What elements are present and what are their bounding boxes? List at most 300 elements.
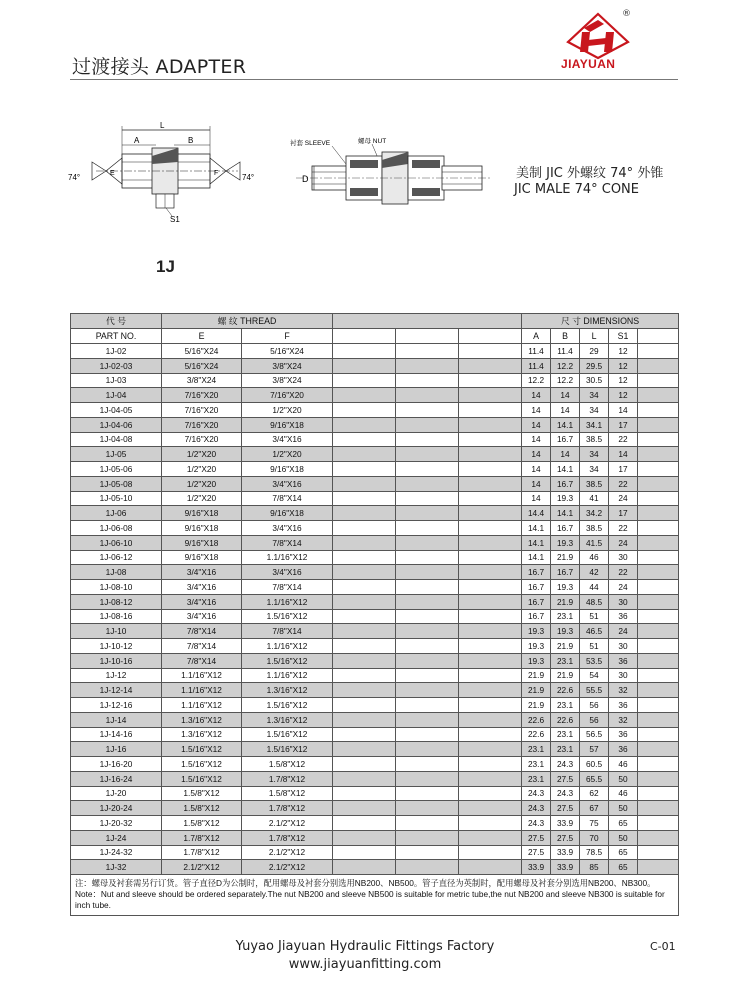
table-row xyxy=(71,786,679,801)
cell-blank xyxy=(396,683,459,698)
cell-e: 1.1/16"X12 xyxy=(162,683,242,698)
cell-e: 1.7/8"X12 xyxy=(162,845,242,860)
angle-left: 74° xyxy=(68,173,81,182)
cell-part: 1J-08 xyxy=(71,565,162,580)
cell-s1: 30 xyxy=(609,639,638,654)
cell-e: 1.5/8"X12 xyxy=(162,786,242,801)
cell-part: 1J-12 xyxy=(71,668,162,683)
cell-part: 1J-08-16 xyxy=(71,609,162,624)
cell-s1: 12 xyxy=(609,344,638,359)
cell-blank xyxy=(396,491,459,506)
table-row xyxy=(71,580,679,595)
cell-b: 33.9 xyxy=(551,845,580,860)
dim-label-D: D xyxy=(302,174,309,184)
cell-l: 44 xyxy=(580,580,609,595)
cell-blank xyxy=(638,860,679,875)
cell-blank xyxy=(638,491,679,506)
cell-e: 1.5/16"X12 xyxy=(162,771,242,786)
cell-blank xyxy=(459,476,522,491)
cell-s1: 17 xyxy=(609,462,638,477)
cell-blank xyxy=(638,816,679,831)
cell-part: 1J-16-20 xyxy=(71,757,162,772)
cell-blank xyxy=(333,358,396,373)
cell-blank xyxy=(333,447,396,462)
cell-a: 21.9 xyxy=(522,683,551,698)
cell-blank xyxy=(396,403,459,418)
cell-part: 1J-02 xyxy=(71,344,162,359)
cell-s1: 30 xyxy=(609,668,638,683)
cell-blank xyxy=(396,417,459,432)
cell-l: 70 xyxy=(580,830,609,845)
cell-blank xyxy=(459,447,522,462)
cell-blank xyxy=(396,550,459,565)
cell-blank xyxy=(638,358,679,373)
cell-blank xyxy=(459,742,522,757)
cell-part: 1J-10-12 xyxy=(71,639,162,654)
cell-blank xyxy=(638,786,679,801)
cell-a: 19.3 xyxy=(522,653,551,668)
cell-a: 22.6 xyxy=(522,712,551,727)
cell-blank xyxy=(459,506,522,521)
cell-blank xyxy=(638,388,679,403)
cell-part: 1J-02-03 xyxy=(71,358,162,373)
table-row xyxy=(71,344,679,359)
cell-b: 14 xyxy=(551,447,580,462)
cell-e: 2.1/2"X12 xyxy=(162,860,242,875)
table-row xyxy=(71,594,679,609)
cell-a: 19.3 xyxy=(522,639,551,654)
adapter-drawing xyxy=(66,118,266,228)
cell-s1: 22 xyxy=(609,565,638,580)
cell-f: 1.5/16"X12 xyxy=(242,742,333,757)
cell-f: 2.1/2"X12 xyxy=(242,816,333,831)
cell-blank xyxy=(396,521,459,536)
cell-s1: 65 xyxy=(609,845,638,860)
cell-blank xyxy=(459,786,522,801)
cell-b: 33.9 xyxy=(551,816,580,831)
cell-l: 57 xyxy=(580,742,609,757)
cell-s1: 32 xyxy=(609,683,638,698)
cell-part: 1J-08-12 xyxy=(71,594,162,609)
cell-blank xyxy=(459,830,522,845)
cell-e: 5/16"X24 xyxy=(162,344,242,359)
table-row xyxy=(71,845,679,860)
cell-part: 1J-32 xyxy=(71,860,162,875)
cell-s1: 24 xyxy=(609,491,638,506)
cell-blank xyxy=(638,668,679,683)
table-row xyxy=(71,506,679,521)
cell-a: 11.4 xyxy=(522,344,551,359)
cell-part: 1J-03 xyxy=(71,373,162,388)
cell-e: 7/16"X20 xyxy=(162,417,242,432)
cell-l: 34 xyxy=(580,462,609,477)
header-blank xyxy=(333,329,396,344)
cell-blank xyxy=(638,432,679,447)
cell-f: 1.7/8"X12 xyxy=(242,771,333,786)
cell-part: 1J-04-08 xyxy=(71,432,162,447)
cell-blank xyxy=(638,506,679,521)
cell-part: 1J-12-14 xyxy=(71,683,162,698)
header-blank xyxy=(396,329,459,344)
cell-blank xyxy=(333,462,396,477)
cell-f: 3/4"X16 xyxy=(242,432,333,447)
cell-blank xyxy=(459,580,522,595)
cell-blank xyxy=(396,594,459,609)
cell-blank xyxy=(333,698,396,713)
cell-blank xyxy=(459,358,522,373)
cell-b: 21.9 xyxy=(551,639,580,654)
cell-blank xyxy=(459,565,522,580)
cell-blank xyxy=(333,653,396,668)
cell-blank xyxy=(638,609,679,624)
cell-l: 41.5 xyxy=(580,535,609,550)
cell-s1: 50 xyxy=(609,771,638,786)
cell-b: 19.3 xyxy=(551,535,580,550)
cell-l: 56.5 xyxy=(580,727,609,742)
cell-f: 1/2"X20 xyxy=(242,403,333,418)
cell-s1: 22 xyxy=(609,521,638,536)
cell-blank xyxy=(638,757,679,772)
cell-part: 1J-05-10 xyxy=(71,491,162,506)
cell-f: 3/4"X16 xyxy=(242,521,333,536)
table-row xyxy=(71,830,679,845)
cell-e: 1/2"X20 xyxy=(162,476,242,491)
cell-l: 38.5 xyxy=(580,476,609,491)
cell-a: 14.1 xyxy=(522,521,551,536)
cell-blank xyxy=(638,801,679,816)
cell-blank xyxy=(333,757,396,772)
cell-l: 34.1 xyxy=(580,417,609,432)
cell-a: 14 xyxy=(522,491,551,506)
cell-l: 75 xyxy=(580,816,609,831)
cell-blank xyxy=(459,771,522,786)
cell-b: 23.1 xyxy=(551,609,580,624)
cell-s1: 36 xyxy=(609,609,638,624)
dim-label-E: E xyxy=(110,170,115,177)
cell-blank xyxy=(333,432,396,447)
cell-part: 1J-16-24 xyxy=(71,771,162,786)
cell-part: 1J-14 xyxy=(71,712,162,727)
cell-s1: 14 xyxy=(609,447,638,462)
cell-blank xyxy=(459,698,522,713)
cell-a: 21.9 xyxy=(522,668,551,683)
cell-b: 19.3 xyxy=(551,624,580,639)
cell-blank xyxy=(638,521,679,536)
cell-blank xyxy=(333,373,396,388)
cell-e: 1.5/16"X12 xyxy=(162,742,242,757)
table-row xyxy=(71,417,679,432)
table-row xyxy=(71,388,679,403)
cell-a: 27.5 xyxy=(522,830,551,845)
cell-part: 1J-04 xyxy=(71,388,162,403)
cell-l: 48.5 xyxy=(580,594,609,609)
cell-l: 29.5 xyxy=(580,358,609,373)
cell-blank xyxy=(333,683,396,698)
cell-s1: 30 xyxy=(609,550,638,565)
cell-f: 1.1/16"X12 xyxy=(242,639,333,654)
cell-a: 14 xyxy=(522,417,551,432)
cell-blank xyxy=(396,668,459,683)
cell-b: 12.2 xyxy=(551,373,580,388)
header-e: E xyxy=(162,329,242,344)
cell-l: 78.5 xyxy=(580,845,609,860)
cell-part: 1J-06-08 xyxy=(71,521,162,536)
registered-mark: ® xyxy=(622,9,631,19)
cell-blank xyxy=(396,653,459,668)
cell-blank xyxy=(459,432,522,447)
cell-a: 14 xyxy=(522,476,551,491)
dim-label-L: L xyxy=(160,121,165,130)
cell-b: 24.3 xyxy=(551,757,580,772)
cell-blank xyxy=(333,609,396,624)
table-row xyxy=(71,476,679,491)
cell-a: 24.3 xyxy=(522,801,551,816)
table-row xyxy=(71,447,679,462)
cell-blank xyxy=(459,639,522,654)
cell-blank xyxy=(638,683,679,698)
sleeve-label: 衬套 SLEEVE xyxy=(290,140,331,147)
cell-e: 1.5/16"X12 xyxy=(162,757,242,772)
cell-f: 1.5/8"X12 xyxy=(242,786,333,801)
dimensions-table xyxy=(70,313,679,916)
table-row xyxy=(71,653,679,668)
cell-blank xyxy=(396,698,459,713)
cell-f: 1.5/8"X12 xyxy=(242,757,333,772)
cell-s1: 17 xyxy=(609,417,638,432)
cell-part: 1J-24 xyxy=(71,830,162,845)
cell-b: 23.1 xyxy=(551,742,580,757)
cell-part: 1J-24-32 xyxy=(71,845,162,860)
cell-a: 12.2 xyxy=(522,373,551,388)
table-note: 注：螺母及衬套需另行订货。管子直径D为公制时，配用螺母及衬套分别选用NB200、NB500。管子直径为英制时，配用螺母及衬套分别选用NB200、NB300。Note：Nut and sleeve should be ordered separately.The nut NB200 and sleeve NB500 is suitable for metric tube,the nut NB200 and sleeve NB300 is suitable for inch tube. xyxy=(71,875,679,916)
cell-blank xyxy=(396,639,459,654)
cell-b: 21.9 xyxy=(551,594,580,609)
cell-e: 9/16"X18 xyxy=(162,550,242,565)
table-row xyxy=(71,462,679,477)
cell-s1: 24 xyxy=(609,624,638,639)
cell-l: 34 xyxy=(580,403,609,418)
cell-e: 1.1/16"X12 xyxy=(162,698,242,713)
cell-e: 7/8"X14 xyxy=(162,624,242,639)
cell-a: 27.5 xyxy=(522,845,551,860)
cell-blank xyxy=(333,860,396,875)
cell-l: 38.5 xyxy=(580,521,609,536)
cell-l: 46.5 xyxy=(580,624,609,639)
cell-blank xyxy=(638,476,679,491)
cell-f: 2.1/2"X12 xyxy=(242,860,333,875)
cell-f: 1/2"X20 xyxy=(242,447,333,462)
cell-a: 14.4 xyxy=(522,506,551,521)
cell-f: 1.5/16"X12 xyxy=(242,653,333,668)
cell-f: 1.5/16"X12 xyxy=(242,609,333,624)
cell-part: 1J-20-24 xyxy=(71,801,162,816)
cell-blank xyxy=(396,845,459,860)
table-row xyxy=(71,757,679,772)
cell-part: 1J-04-06 xyxy=(71,417,162,432)
cell-blank xyxy=(396,535,459,550)
cell-b: 16.7 xyxy=(551,565,580,580)
cell-f: 7/8"X14 xyxy=(242,535,333,550)
cell-b: 27.5 xyxy=(551,801,580,816)
cell-e: 1.5/8"X12 xyxy=(162,816,242,831)
cell-a: 19.3 xyxy=(522,624,551,639)
cell-b: 14 xyxy=(551,388,580,403)
cell-e: 3/4"X16 xyxy=(162,594,242,609)
cell-l: 51 xyxy=(580,639,609,654)
cell-f: 7/16"X20 xyxy=(242,388,333,403)
cell-blank xyxy=(638,344,679,359)
cell-f: 1.3/16"X12 xyxy=(242,712,333,727)
cell-blank xyxy=(333,417,396,432)
cell-part: 1J-16 xyxy=(71,742,162,757)
cell-b: 14.1 xyxy=(551,462,580,477)
cell-blank xyxy=(333,624,396,639)
cell-l: 85 xyxy=(580,860,609,875)
cell-a: 23.1 xyxy=(522,757,551,772)
cell-blank xyxy=(459,491,522,506)
cell-l: 29 xyxy=(580,344,609,359)
cell-f: 1.1/16"X12 xyxy=(242,550,333,565)
cell-a: 24.3 xyxy=(522,786,551,801)
cell-l: 56 xyxy=(580,698,609,713)
cell-l: 53.5 xyxy=(580,653,609,668)
cell-e: 9/16"X18 xyxy=(162,535,242,550)
cell-b: 23.1 xyxy=(551,653,580,668)
cell-blank xyxy=(333,801,396,816)
cell-s1: 36 xyxy=(609,698,638,713)
cell-f: 3/8"X24 xyxy=(242,358,333,373)
cell-blank xyxy=(396,462,459,477)
header-l: L xyxy=(580,329,609,344)
table-row xyxy=(71,491,679,506)
cell-part: 1J-06-12 xyxy=(71,550,162,565)
cell-a: 33.9 xyxy=(522,860,551,875)
cell-part: 1J-05-08 xyxy=(71,476,162,491)
cell-blank xyxy=(459,403,522,418)
cell-blank xyxy=(396,624,459,639)
cell-e: 3/8"X24 xyxy=(162,373,242,388)
cell-blank xyxy=(333,403,396,418)
cell-blank xyxy=(459,373,522,388)
cell-e: 3/4"X16 xyxy=(162,609,242,624)
table-header-row xyxy=(71,314,679,329)
table-row xyxy=(71,550,679,565)
page-title: 过渡接头 ADAPTER xyxy=(72,56,247,78)
cell-a: 23.1 xyxy=(522,742,551,757)
cell-l: 67 xyxy=(580,801,609,816)
cell-blank xyxy=(638,403,679,418)
cell-b: 33.9 xyxy=(551,860,580,875)
header-a: A xyxy=(522,329,551,344)
cell-e: 1.3/16"X12 xyxy=(162,727,242,742)
angle-right: 74° xyxy=(242,173,255,182)
cell-part: 1J-08-10 xyxy=(71,580,162,595)
cell-blank xyxy=(333,506,396,521)
cell-blank xyxy=(638,653,679,668)
table-row xyxy=(71,712,679,727)
cell-l: 46 xyxy=(580,550,609,565)
cell-e: 3/4"X16 xyxy=(162,565,242,580)
cell-blank xyxy=(333,521,396,536)
cell-blank xyxy=(459,594,522,609)
cell-b: 14.1 xyxy=(551,506,580,521)
cell-a: 14.1 xyxy=(522,535,551,550)
cell-l: 30.5 xyxy=(580,373,609,388)
cell-l: 65.5 xyxy=(580,771,609,786)
cell-b: 16.7 xyxy=(551,521,580,536)
cell-s1: 65 xyxy=(609,816,638,831)
cell-f: 3/8"X24 xyxy=(242,373,333,388)
cell-l: 34.2 xyxy=(580,506,609,521)
cell-s1: 22 xyxy=(609,476,638,491)
cell-blank xyxy=(333,727,396,742)
cell-blank xyxy=(396,344,459,359)
table-row xyxy=(71,609,679,624)
header-thread: 螺 纹 THREAD xyxy=(162,314,333,329)
cell-part: 1J-14-16 xyxy=(71,727,162,742)
page-number: C-01 xyxy=(650,940,676,953)
footer-company: Yuyao Jiayuan Hydraulic Fittings Factory xyxy=(235,939,495,954)
header-blank xyxy=(638,329,679,344)
cell-f: 1.3/16"X12 xyxy=(242,683,333,698)
cell-s1: 24 xyxy=(609,535,638,550)
cell-b: 27.5 xyxy=(551,771,580,786)
cell-part: 1J-05-06 xyxy=(71,462,162,477)
cell-s1: 24 xyxy=(609,580,638,595)
cell-f: 1.5/16"X12 xyxy=(242,727,333,742)
table-row xyxy=(71,624,679,639)
cell-b: 16.7 xyxy=(551,432,580,447)
table-note-row xyxy=(71,875,679,916)
cell-a: 16.7 xyxy=(522,609,551,624)
cell-b: 21.9 xyxy=(551,668,580,683)
cell-s1: 65 xyxy=(609,860,638,875)
cell-f: 1.7/8"X12 xyxy=(242,830,333,845)
cell-blank xyxy=(333,712,396,727)
cell-blank xyxy=(333,771,396,786)
cell-a: 14 xyxy=(522,432,551,447)
cell-f: 1.1/16"X12 xyxy=(242,594,333,609)
cell-blank xyxy=(459,388,522,403)
cell-blank xyxy=(459,757,522,772)
cell-b: 11.4 xyxy=(551,344,580,359)
header-blank xyxy=(333,314,522,329)
cell-a: 22.6 xyxy=(522,727,551,742)
cell-l: 42 xyxy=(580,565,609,580)
cell-blank xyxy=(333,845,396,860)
cell-e: 1.3/16"X12 xyxy=(162,712,242,727)
cell-blank xyxy=(333,639,396,654)
cell-l: 34 xyxy=(580,388,609,403)
cell-blank xyxy=(459,801,522,816)
table-row xyxy=(71,668,679,683)
cell-blank xyxy=(459,624,522,639)
cell-b: 21.9 xyxy=(551,550,580,565)
cell-e: 1.5/8"X12 xyxy=(162,801,242,816)
cell-blank xyxy=(333,580,396,595)
cell-f: 2.1/2"X12 xyxy=(242,845,333,860)
table-row xyxy=(71,683,679,698)
cell-blank xyxy=(638,639,679,654)
cell-e: 3/4"X16 xyxy=(162,580,242,595)
cell-e: 1.1/16"X12 xyxy=(162,668,242,683)
header-divider xyxy=(70,79,678,80)
cell-blank xyxy=(396,801,459,816)
cell-blank xyxy=(638,535,679,550)
table-row xyxy=(71,816,679,831)
cell-blank xyxy=(459,550,522,565)
cell-b: 16.7 xyxy=(551,476,580,491)
